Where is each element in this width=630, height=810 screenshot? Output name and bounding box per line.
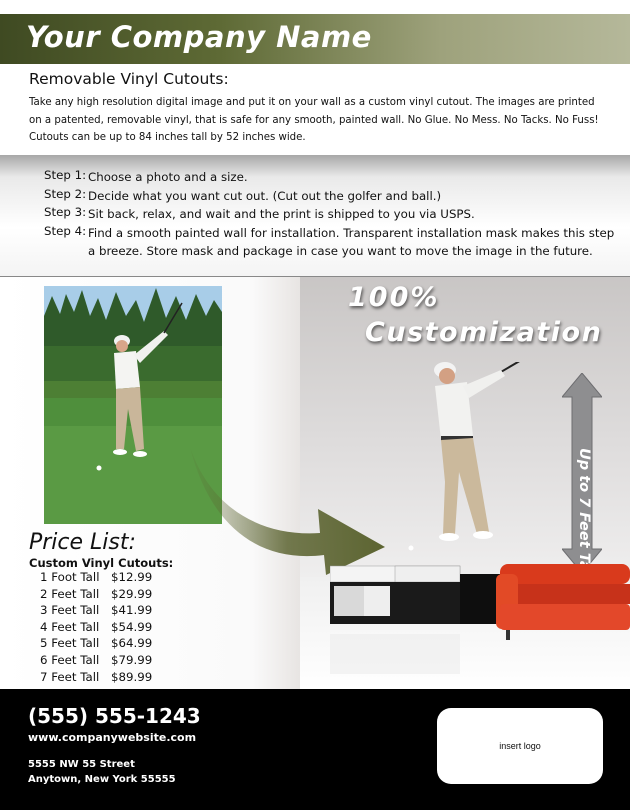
- logo-placeholder-text: insert logo: [499, 741, 541, 751]
- step-text: Find a smooth painted wall for installation. Transparent installation mask makes this step a breeze. Store mask and package in case you want to move the image in the future.: [88, 225, 615, 258]
- price-row: [40, 670, 152, 687]
- step-text: Decide what you want cut out. (Cut out the golfer and ball.): [88, 188, 442, 203]
- step-row: [44, 168, 618, 187]
- step-row: [44, 205, 618, 224]
- phone-number: (555) 555-1243: [28, 704, 201, 728]
- step-row: [44, 224, 618, 261]
- price-size: 3 Feet Tall: [40, 603, 100, 618]
- price-row: [40, 620, 152, 637]
- price-size: 4 Feet Tall: [40, 619, 100, 634]
- address-line2: Anytown, New York 55555: [28, 774, 176, 785]
- price-size: 6 Feet Tall: [40, 652, 100, 667]
- price-list-title: Price List:: [29, 530, 136, 555]
- price-row: [40, 570, 152, 587]
- room-furniture-image: [330, 564, 630, 689]
- step-text: Sit back, relax, and wait and the print is shipped to you via USPS.: [88, 207, 475, 221]
- headline-percent: 100%: [348, 282, 440, 313]
- price-value: $54.99: [111, 619, 153, 634]
- price-value: $79.99: [111, 652, 153, 667]
- price-row: [40, 603, 152, 620]
- price-value: $89.99: [111, 669, 153, 684]
- price-value: $12.99: [111, 570, 153, 584]
- step-label: Step 2:: [44, 186, 87, 201]
- golfer-cutout-image: [405, 362, 555, 552]
- steps-band: [0, 155, 630, 277]
- price-size: 1 Foot Tall: [40, 570, 100, 584]
- header: [0, 0, 630, 64]
- step-row: [44, 187, 618, 206]
- price-value: $64.99: [111, 636, 153, 651]
- step-text: Choose a photo and a size.: [88, 170, 248, 184]
- step-label: Step 4:: [44, 223, 87, 238]
- logo-placeholder-box: [437, 708, 603, 784]
- price-row: [40, 587, 152, 604]
- price-value: $29.99: [111, 586, 153, 601]
- company-name: Your Company Name: [26, 20, 372, 54]
- curved-arrow-icon: [190, 447, 390, 577]
- height-note: [574, 448, 592, 504]
- address-line1: 5555 NW 55 Street: [28, 759, 135, 770]
- headline-customization: Customization: [365, 317, 603, 348]
- step-label: Step 1:: [44, 168, 87, 182]
- intro-body: Take any high resolution digital image and put it on your wall as a custom vinyl cutout. The images are printed on a patented, removable vinyl, that is safe for any smooth, painted wall. No Glue. No Mess. No Tacks. No Fuss! Cutouts can be up to 84 inches tall by 52 inches wide.: [29, 97, 599, 143]
- price-size: 2 Feet Tall: [40, 586, 100, 601]
- step-label: Step 3:: [44, 205, 87, 219]
- intro-title: Removable Vinyl Cutouts:: [29, 70, 229, 88]
- footer: [0, 689, 630, 810]
- price-row: [40, 636, 152, 653]
- showcase-section: [0, 277, 630, 689]
- price-value: $41.99: [111, 603, 153, 618]
- price-size: 5 Feet Tall: [40, 636, 100, 651]
- website-link[interactable]: www.companywebsite.com: [28, 731, 197, 744]
- price-list: [40, 570, 152, 686]
- price-list-subtitle: Custom Vinyl Cutouts:: [29, 556, 174, 570]
- price-row: [40, 653, 152, 670]
- price-size: 7 Feet Tall: [40, 669, 100, 684]
